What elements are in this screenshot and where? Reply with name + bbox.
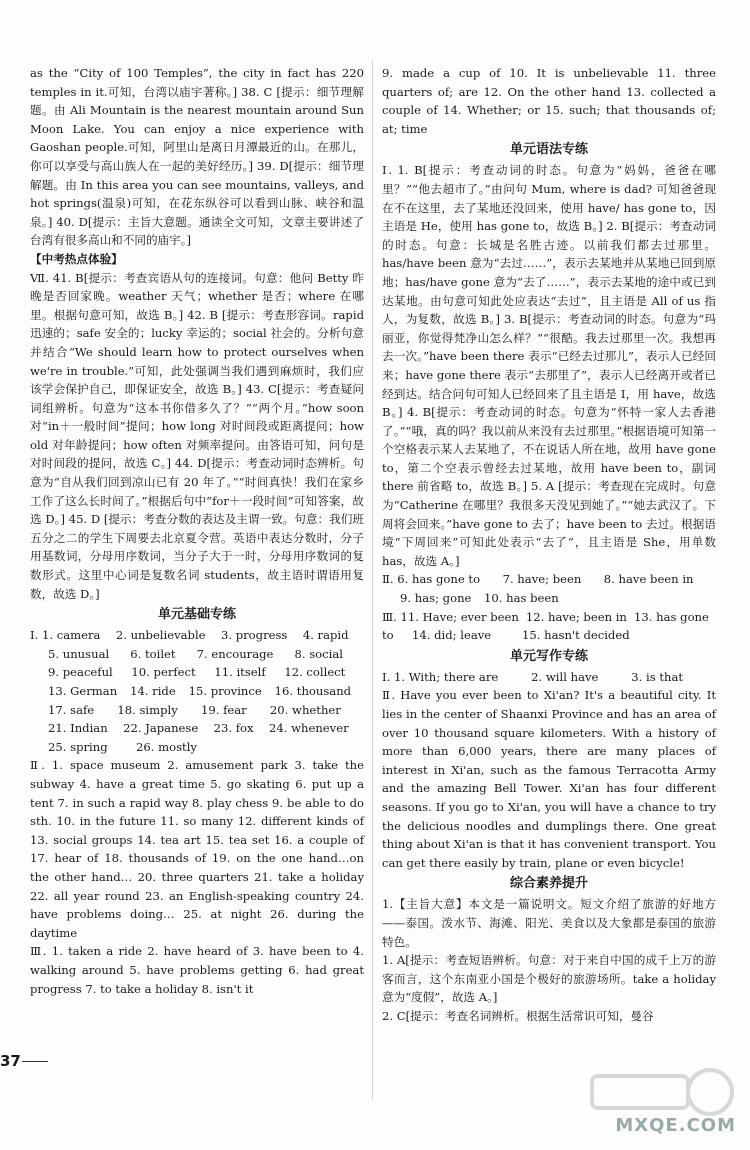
answer-item: 18. simply xyxy=(117,702,178,717)
answer-item: 2. unbelievable xyxy=(115,628,206,643)
heading-exam-practice: 【中考热点体验】 xyxy=(30,251,123,266)
answer-item: 15. province xyxy=(188,684,262,698)
answer-item: 16. thousand xyxy=(274,684,352,698)
section-title-basic: 单元基础专练 xyxy=(157,607,236,623)
answer-row xyxy=(30,682,364,701)
answer-row xyxy=(382,626,716,645)
comprehensive-main-idea: 1.【主旨大意】本文是一篇说明文。短文介绍了旅游的好地方——泰国。泼水节、海滩、阳光、美食以及大象都是泰国的旅游特色。 xyxy=(382,897,716,949)
answer-item: 3. is that xyxy=(631,669,684,684)
answer-item: 2. will have xyxy=(531,669,599,684)
page-number-rule xyxy=(22,1061,48,1062)
answer-row xyxy=(382,570,716,589)
answer-item: 23. fox xyxy=(213,721,254,736)
answer-item: 12. have; been in xyxy=(525,609,627,624)
answer-item: 5. unusual xyxy=(48,646,110,661)
right-column xyxy=(382,64,716,1026)
answer-item: 26. mostly xyxy=(136,739,197,754)
answer-item: 11. itself xyxy=(214,665,266,680)
answer-item: 17. safe xyxy=(48,702,95,717)
answer-item: 25. spring xyxy=(48,739,108,754)
answer-item: 4. rapid xyxy=(302,628,349,643)
basic-part-II: Ⅱ. 1. space museum 2. amusement park 3. take the subway 4. have a great time 5. go skating 6. put up a tent 7. in such a rapid way 8. play chess 9. be able to do sth. 10. in the future 11. so many 12. different kinds of 13. social groups 14. tea art 15. tea set 16. a couple of 17. hear of 18. thousands of 19. on the one hand…on the other hand… 20. three quarters 21. take a holiday 22. all year round 23. an English-speaking country 24. have problems doing… 25. at night 26. during the daytime xyxy=(30,758,364,940)
answer-item: 3. progress xyxy=(220,628,288,643)
comprehensive-q1: 1. A[提示：考查短语辨析。句意：对于来自中国的成千上万的游客而言，这个东南亚小国是个极好的旅游场所。take a holiday 意为“度假”，故选 A。] xyxy=(382,953,716,1005)
answer-item: 7. encourage xyxy=(196,646,274,661)
grammar-part-III xyxy=(382,608,716,645)
grammar-part-I: Ⅰ. 1. B[提示：考查动词的时态。句意为“妈妈，爸爸在哪里？”“他去超市了。”由问句 Mum, where is dad? 可知爸爸现在不在这里，去了某地还没回来，使用 have/ has gone to，因主语是 He，使用 has gone to，故选 B。] 2. B[提示：考查动词的时态。句意：长城是名胜古迹。以前我们都去过那里。has/have been 意为“去过……”，表示去某地并从某地已回到原地；has/have gone 意为“去了……”，表示去某地的途中或已到达某地。由句意可知此处应表达“去过”，且主语是 All of us 指人，为复数，故选 B。] 3. B[提示：考查动词的时态。句意为“玛丽亚，你觉得梵净山怎么样？”“很酷。我去过那里一次。我想再去一次。”have been there 表示“已经去过那儿”，表示人已经回来；have gone there 表示“去那里了”，表示人已经离开或者已经到达。结合问句可知人已经回来了且主语是 I，用 have，故选 B。] 4. B[提示：考查动词的时态。句意为“怀特一家人去香港了。”“哦，真的吗？我以前从来没有去过那里。”根据语境可知第一个空格表示某人去某地了，不在说话人所在地，故用 have gone to，第二个空表示曾经去过某地，故用 have been to，副词 there 前省略 to，故选 B。] 5. A [提示：考查现在完成时。句意为“Catherine 在哪里？我很多天没见到她了。”“她去武汉了。下周将会回来。”have gone to 去了；have been to 去过。根据语境“下周回来”可知此处表示“去了”，且主语是 She，用单数 has，故选 A。] xyxy=(382,163,716,568)
left-column xyxy=(30,64,364,998)
answer-item: 9. has; gone xyxy=(400,591,472,606)
answer-item: 19. fear xyxy=(200,702,247,717)
page-number: 37 xyxy=(0,1052,21,1070)
basic-part-III: Ⅲ. 1. taken a ride 2. have heard of 3. have been to 4. walking around 5. have problems getting 6. had great progress 7. to take a holiday 8. isn't it xyxy=(30,944,364,996)
answer-item: 13. German xyxy=(48,684,118,698)
section-title-comprehensive: 综合素养提升 xyxy=(509,876,588,892)
answer-item: 21. Indian xyxy=(48,721,108,736)
answer-item: Ⅱ. 6. has gone to xyxy=(382,572,481,587)
comprehensive-q2: 2. C[提示：考查名词辨析。根据生活常识可知，曼谷 xyxy=(382,1008,654,1023)
answer-item: 14. did; leave xyxy=(412,628,492,643)
section-title-writing: 单元写作专练 xyxy=(509,648,588,664)
answer-item: 9. peaceful xyxy=(48,665,113,680)
answer-item: Ⅰ. 1. With; there are xyxy=(382,669,499,684)
answer-item: 7. have; been xyxy=(502,572,582,587)
left-paragraph-1: as the “City of 100 Temples”, the city in fact has 220 temples in it.可知，台湾以庙宇著称。] 38. C [提示：细节理解题。由 Ali Mountain is the nearest mountain around Sun Moon Lake. You can enjoy a nice experience with Gaoshan people.可知，阿里山是离日月潭最近的山。在那儿，你可以享受与高山族人在一起的美好经历。] 39. D[提示：细节理解题。由 In this area you can see mountains, valleys, and hot springs(温泉)可知，在花东纵谷可以看到山脉、峡谷和温泉。] 40. D[提示：主旨大意题。通读全文可知，文章主要讲述了台湾有很多高山和不同的庙宇。] xyxy=(30,66,364,248)
answer-row xyxy=(382,608,716,627)
answer-item: 24. whenever xyxy=(268,721,349,736)
writing-part-II-essay: Ⅱ. Have you ever been to Xi'an? It's a beautiful city. It lies in the center of Shaanxi Province and has an area of over 10 thousand square kilometers. With a history of more than 6,000 years, there are many places of interest in Xi'an, such as the famous Terracotta Army and the amazing Bell Tower. Xi'an has four different seasons. If you go to Xi'an, you will have a chance to try the delicious noodles and dumplings there. One great thing about Xi'an is that it has convenient transport. You can get there easily by train, plane or even bicycle! xyxy=(382,688,716,870)
right-paragraph-top: 9. made a cup of 10. It is unbelievable 11. three quarters of; are 12. On the other hand 13. collected a couple of 14. Whether; or 15. such; that thousands of; at; time xyxy=(382,66,716,136)
answer-item: 6. toilet xyxy=(130,646,176,661)
answer-item: 14. ride xyxy=(130,684,176,698)
left-paragraph-2: Ⅶ. 41. B[提示：考查宾语从句的连接词。句意：他问 Betty 昨晚是否回家晚。weather 天气；whether 是否；where 在哪里。根据句意可知，故选 B。] 42. B [提示：考查形容词。rapid 迅速的；safe 安全的；lucky 幸运的；social 社会的。分析句意并结合“We should learn how to protect ourselves when we're in trouble.”可知，此处强调当我们遇到麻烦时，我们应该学会保护自己，即保证安全，故选 B。] 43. C[提示：考查疑问词组辨析。句意为“这本书你借多久了？”“两个月。”how soon 对“in＋一般时间”提问；how long 对时间段或距离提问；how old 对年龄提问；how often 对频率提问。由答语可知，问句是对时间段的提问，故选 C。] 44. D[提示：考查动词时态辨析。句意为“自从我们回到凉山已有 20 年了。”“时间真快！我们在家乡工作了这么长时间了。”根据后句中“for＋一段时间”可知答案，故选 D。] 45. D [提示：考查分数的表达及主谓一致。句意：我们班五分之二的学生下周要去北京夏令营。英语中表达分数时，分子用基数词，分母用序数词，当分子大于一时，分母用序数词的复数形式。这里中心词是复数名词 students，故主语时谓语用复数，故选 D。] xyxy=(30,270,364,601)
grammar-part-II xyxy=(382,570,716,607)
writing-part-I xyxy=(382,668,716,687)
answer-item: 20. whether xyxy=(269,702,341,717)
answer-row xyxy=(30,719,364,738)
answer-item: Ⅲ. 11. Have; ever been xyxy=(382,609,519,624)
basic-part-I xyxy=(30,626,364,756)
answer-row xyxy=(30,738,364,757)
answer-row xyxy=(30,645,364,664)
answer-row xyxy=(30,626,364,645)
answer-row xyxy=(30,663,364,682)
watermark-text: MXQE.COM xyxy=(615,1115,736,1136)
answer-item: 22. Japanese xyxy=(123,721,199,736)
answer-item: 10. has been xyxy=(484,591,559,606)
answer-item: 8. social xyxy=(294,646,343,661)
answer-item: 13. has gone xyxy=(634,609,709,624)
answer-item: 8. have been in xyxy=(603,572,694,587)
answer-row xyxy=(30,701,364,720)
answer-item: Ⅰ. 1. camera xyxy=(30,628,101,643)
answer-row xyxy=(382,589,716,608)
answer-item: to xyxy=(382,628,394,643)
answer-item: 12. collect xyxy=(284,665,346,680)
answer-item: 10. perfect xyxy=(131,665,196,680)
column-divider xyxy=(372,60,373,1100)
answer-item: 15. hasn't decided xyxy=(522,628,630,643)
section-title-grammar: 单元语法专练 xyxy=(509,142,588,158)
